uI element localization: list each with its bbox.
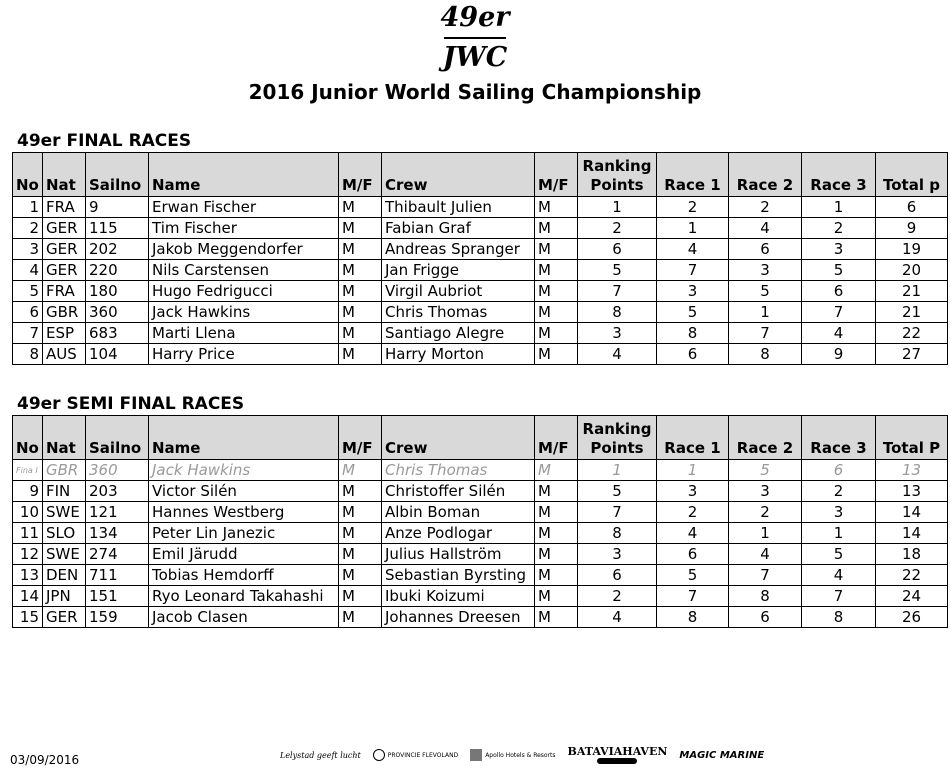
semi-table-body	[13, 460, 948, 628]
cell-total: 22	[876, 323, 948, 344]
cell-crew: Albin Boman	[382, 502, 535, 523]
cell-ranking: 3	[578, 544, 657, 565]
cell-total: 14	[876, 502, 948, 523]
cell-sailno: 274	[86, 544, 149, 565]
cell-ranking: 1	[578, 460, 657, 481]
col-no-header: No	[13, 416, 43, 460]
cell-crew: Harry Morton	[382, 344, 535, 365]
cell-crew: Julius Hallström	[382, 544, 535, 565]
cell-race2: 7	[729, 323, 802, 344]
cell-race1: 1	[657, 460, 729, 481]
cell-race1: 6	[657, 344, 729, 365]
table-row	[13, 565, 948, 586]
semi-final-races-heading: 49er SEMI FINAL RACES	[17, 394, 245, 414]
cell-sailno: 134	[86, 523, 149, 544]
cell-total: 6	[876, 197, 948, 218]
cell-race1: 6	[657, 544, 729, 565]
final-table-body	[13, 197, 948, 365]
col-total-header: Total P	[876, 416, 948, 460]
cell-sailno: 203	[86, 481, 149, 502]
sponsor-apollo	[470, 749, 555, 761]
cell-sailno: 159	[86, 607, 149, 628]
col-race2-header: Race 2	[729, 416, 802, 460]
semi-final-races-table	[12, 415, 948, 628]
table-row	[13, 302, 948, 323]
col-race1-header: Race 1	[657, 153, 729, 197]
semi-header-row	[13, 416, 948, 460]
cell-no: 9	[13, 481, 43, 502]
col-mf-header: M/F	[339, 416, 382, 460]
cell-crew-mf: M	[535, 607, 578, 628]
cell-race1: 4	[657, 239, 729, 260]
cell-race2: 7	[729, 565, 802, 586]
cell-mf: M	[339, 260, 382, 281]
cell-race2: 6	[729, 239, 802, 260]
final-races-table	[12, 152, 948, 365]
table-row	[13, 586, 948, 607]
cell-nat: DEN	[43, 565, 86, 586]
cell-no: 15	[13, 607, 43, 628]
cell-crew-mf: M	[535, 302, 578, 323]
cell-race1: 1	[657, 218, 729, 239]
final-races-heading: 49er FINAL RACES	[17, 131, 192, 151]
table-row	[13, 197, 948, 218]
cell-no: 8	[13, 344, 43, 365]
cell-ranking: 5	[578, 481, 657, 502]
cell-mf: M	[339, 523, 382, 544]
cell-no: 5	[13, 281, 43, 302]
cell-no: 3	[13, 239, 43, 260]
cell-crew-mf: M	[535, 260, 578, 281]
cell-crew-mf: M	[535, 502, 578, 523]
cell-ranking: 2	[578, 218, 657, 239]
col-crew-mf-header: M/F	[535, 153, 578, 197]
sponsor-magic-marine: MAGIC MARINE	[679, 749, 765, 761]
sponsor-bataviahaven	[568, 746, 668, 764]
col-name-header: Name	[149, 153, 339, 197]
table-row	[13, 323, 948, 344]
sponsor-flevoland	[373, 749, 458, 761]
cell-total: 18	[876, 544, 948, 565]
cell-total: 27	[876, 344, 948, 365]
cell-race3: 1	[802, 523, 876, 544]
cell-race3: 6	[802, 460, 876, 481]
cell-race1: 5	[657, 302, 729, 323]
table-row	[13, 281, 948, 302]
cell-mf: M	[339, 460, 382, 481]
cell-crew: Thibault Julien	[382, 197, 535, 218]
cell-race1: 3	[657, 281, 729, 302]
cell-race3: 3	[802, 239, 876, 260]
cell-sailno: 180	[86, 281, 149, 302]
cell-crew-mf: M	[535, 281, 578, 302]
cell-name: Jakob Meggendorfer	[149, 239, 339, 260]
cell-crew: Chris Thomas	[382, 302, 535, 323]
cell-sailno: 115	[86, 218, 149, 239]
cell-sailno: 151	[86, 586, 149, 607]
cell-crew: Jan Frigge	[382, 260, 535, 281]
cell-race2: 3	[729, 260, 802, 281]
cell-crew-mf: M	[535, 344, 578, 365]
cell-no: 11	[13, 523, 43, 544]
sponsor-apollo-label: Apollo Hotels & Resorts	[485, 751, 556, 759]
cell-mf: M	[339, 481, 382, 502]
table-row	[13, 523, 948, 544]
cell-race2: 6	[729, 607, 802, 628]
cell-ranking: 1	[578, 197, 657, 218]
cell-crew: Johannes Dreesen	[382, 607, 535, 628]
cell-race3: 9	[802, 344, 876, 365]
cell-nat: AUS	[43, 344, 86, 365]
cell-crew-mf: M	[535, 523, 578, 544]
cell-no: 14	[13, 586, 43, 607]
cell-nat: SWE	[43, 502, 86, 523]
logo-top-text: 49er	[440, 2, 510, 33]
cell-ranking: 6	[578, 565, 657, 586]
cell-nat: FRA	[43, 197, 86, 218]
cell-name: Erwan Fischer	[149, 197, 339, 218]
cell-name: Tobias Hemdorff	[149, 565, 339, 586]
logo-bottom-text: JWC	[442, 42, 508, 73]
cell-crew-mf: M	[535, 544, 578, 565]
apollo-emblem-icon	[470, 749, 482, 761]
cell-sailno: 104	[86, 344, 149, 365]
sponsor-flevoland-label: PROVINCIE FLEVOLAND	[387, 751, 459, 759]
table-row	[13, 607, 948, 628]
col-crew-header: Crew	[382, 153, 535, 197]
cell-race1: 3	[657, 481, 729, 502]
cell-nat: FRA	[43, 281, 86, 302]
cell-no: Fina l	[13, 460, 43, 481]
cell-name: Harry Price	[149, 344, 339, 365]
cell-race3: 8	[802, 607, 876, 628]
cell-name: Ryo Leonard Takahashi	[149, 586, 339, 607]
bataviahaven-emblem-icon	[597, 758, 637, 764]
table-row	[13, 218, 948, 239]
cell-name: Jack Hawkins	[149, 302, 339, 323]
cell-race3: 7	[802, 302, 876, 323]
sponsor-bataviahaven-label: BATAVIAHAVEN	[567, 745, 668, 758]
cell-crew: Christoffer Silén	[382, 481, 535, 502]
cell-race3: 4	[802, 323, 876, 344]
cell-total: 13	[876, 481, 948, 502]
cell-sailno: 711	[86, 565, 149, 586]
cell-name: Marti Llena	[149, 323, 339, 344]
cell-race2: 2	[729, 197, 802, 218]
cell-sailno: 121	[86, 502, 149, 523]
logo-rule	[444, 37, 506, 39]
cell-crew: Chris Thomas	[382, 460, 535, 481]
cell-total: 21	[876, 302, 948, 323]
cell-race3: 5	[802, 260, 876, 281]
cell-mf: M	[339, 323, 382, 344]
cell-race3: 5	[802, 544, 876, 565]
cell-ranking: 6	[578, 239, 657, 260]
cell-ranking: 8	[578, 302, 657, 323]
footer-date: 03/09/2016	[10, 753, 80, 767]
cell-mf: M	[339, 344, 382, 365]
col-crew-header: Crew	[382, 416, 535, 460]
cell-sailno: 202	[86, 239, 149, 260]
col-no-header: No	[13, 153, 43, 197]
sponsor-logos	[280, 740, 764, 770]
cell-race2: 5	[729, 460, 802, 481]
cell-race1: 7	[657, 260, 729, 281]
cell-no: 10	[13, 502, 43, 523]
cell-nat: GER	[43, 607, 86, 628]
cell-race2: 1	[729, 302, 802, 323]
cell-nat: GBR	[43, 302, 86, 323]
cell-mf: M	[339, 281, 382, 302]
cell-nat: GER	[43, 218, 86, 239]
table-row	[13, 344, 948, 365]
col-race2-header: Race 2	[729, 153, 802, 197]
cell-race2: 4	[729, 218, 802, 239]
cell-race1: 2	[657, 502, 729, 523]
cell-ranking: 3	[578, 323, 657, 344]
cell-sailno: 360	[86, 460, 149, 481]
cell-mf: M	[339, 586, 382, 607]
cell-ranking: 5	[578, 260, 657, 281]
flevoland-emblem-icon	[373, 749, 385, 761]
cell-race2: 2	[729, 502, 802, 523]
cell-name: Nils Carstensen	[149, 260, 339, 281]
cell-name: Hugo Fedrigucci	[149, 281, 339, 302]
cell-crew: Santiago Alegre	[382, 323, 535, 344]
cell-no: 1	[13, 197, 43, 218]
cell-nat: SWE	[43, 544, 86, 565]
cell-ranking: 7	[578, 281, 657, 302]
cell-race3: 4	[802, 565, 876, 586]
cell-sailno: 9	[86, 197, 149, 218]
event-logo	[0, 2, 950, 73]
cell-total: 19	[876, 239, 948, 260]
cell-total: 26	[876, 607, 948, 628]
cell-nat: ESP	[43, 323, 86, 344]
cell-nat: GER	[43, 260, 86, 281]
col-mf-header: M/F	[339, 153, 382, 197]
table-row	[13, 502, 948, 523]
cell-ranking: 7	[578, 502, 657, 523]
cell-mf: M	[339, 302, 382, 323]
cell-mf: M	[339, 565, 382, 586]
moved-to-final-row	[13, 460, 948, 481]
col-sailno-header: Sailno	[86, 153, 149, 197]
table-row	[13, 544, 948, 565]
col-ranking-header: Ranking Points	[578, 153, 657, 197]
col-ranking-header: Ranking Points	[578, 416, 657, 460]
cell-race1: 8	[657, 607, 729, 628]
cell-crew-mf: M	[535, 197, 578, 218]
cell-race3: 3	[802, 502, 876, 523]
cell-crew-mf: M	[535, 218, 578, 239]
cell-race2: 3	[729, 481, 802, 502]
cell-race2: 8	[729, 586, 802, 607]
cell-total: 13	[876, 460, 948, 481]
cell-sailno: 683	[86, 323, 149, 344]
sponsor-lelystad: Lelystad geeft lucht	[280, 750, 361, 760]
cell-mf: M	[339, 197, 382, 218]
col-crew-mf-header: M/F	[535, 416, 578, 460]
cell-mf: M	[339, 607, 382, 628]
cell-no: 7	[13, 323, 43, 344]
col-total-header: Total p	[876, 153, 948, 197]
cell-crew-mf: M	[535, 565, 578, 586]
col-nat-header: Nat	[43, 153, 86, 197]
cell-name: Peter Lin Janezic	[149, 523, 339, 544]
cell-ranking: 4	[578, 607, 657, 628]
cell-race2: 1	[729, 523, 802, 544]
cell-crew-mf: M	[535, 323, 578, 344]
cell-name: Hannes Westberg	[149, 502, 339, 523]
cell-no: 2	[13, 218, 43, 239]
cell-crew: Sebastian Byrsting	[382, 565, 535, 586]
cell-nat: JPN	[43, 586, 86, 607]
cell-no: 6	[13, 302, 43, 323]
cell-sailno: 360	[86, 302, 149, 323]
cell-no: 13	[13, 565, 43, 586]
cell-total: 21	[876, 281, 948, 302]
cell-mf: M	[339, 218, 382, 239]
cell-crew: Fabian Graf	[382, 218, 535, 239]
cell-crew: Ibuki Koizumi	[382, 586, 535, 607]
col-race3-header: Race 3	[802, 153, 876, 197]
cell-total: 14	[876, 523, 948, 544]
cell-race2: 8	[729, 344, 802, 365]
cell-mf: M	[339, 544, 382, 565]
cell-nat: GBR	[43, 460, 86, 481]
table-row	[13, 481, 948, 502]
cell-race1: 8	[657, 323, 729, 344]
cell-name: Emil Järudd	[149, 544, 339, 565]
col-sailno-header: Sailno	[86, 416, 149, 460]
cell-crew: Anze Podlogar	[382, 523, 535, 544]
cell-total: 22	[876, 565, 948, 586]
cell-crew: Andreas Spranger	[382, 239, 535, 260]
cell-nat: SLO	[43, 523, 86, 544]
cell-race3: 6	[802, 281, 876, 302]
cell-ranking: 8	[578, 523, 657, 544]
cell-total: 24	[876, 586, 948, 607]
col-race1-header: Race 1	[657, 416, 729, 460]
cell-crew-mf: M	[535, 239, 578, 260]
cell-race2: 5	[729, 281, 802, 302]
cell-race1: 7	[657, 586, 729, 607]
cell-crew-mf: M	[535, 460, 578, 481]
cell-race1: 2	[657, 197, 729, 218]
cell-ranking: 2	[578, 586, 657, 607]
cell-name: Jacob Clasen	[149, 607, 339, 628]
cell-crew-mf: M	[535, 586, 578, 607]
cell-ranking: 4	[578, 344, 657, 365]
col-nat-header: Nat	[43, 416, 86, 460]
cell-name: Victor Silén	[149, 481, 339, 502]
cell-nat: GER	[43, 239, 86, 260]
cell-mf: M	[339, 239, 382, 260]
cell-race2: 4	[729, 544, 802, 565]
cell-nat: FIN	[43, 481, 86, 502]
cell-race3: 2	[802, 481, 876, 502]
col-race3-header: Race 3	[802, 416, 876, 460]
cell-crew-mf: M	[535, 481, 578, 502]
cell-name: Tim Fischer	[149, 218, 339, 239]
col-name-header: Name	[149, 416, 339, 460]
table-row	[13, 239, 948, 260]
table-row	[13, 260, 948, 281]
cell-total: 9	[876, 218, 948, 239]
cell-total: 20	[876, 260, 948, 281]
cell-race3: 2	[802, 218, 876, 239]
final-header-row	[13, 153, 948, 197]
cell-race3: 1	[802, 197, 876, 218]
cell-race1: 4	[657, 523, 729, 544]
cell-name: Jack Hawkins	[149, 460, 339, 481]
cell-no: 12	[13, 544, 43, 565]
cell-race1: 5	[657, 565, 729, 586]
cell-sailno: 220	[86, 260, 149, 281]
page-title: 2016 Junior World Sailing Championship	[248, 80, 702, 104]
cell-crew: Virgil Aubriot	[382, 281, 535, 302]
cell-no: 4	[13, 260, 43, 281]
cell-race3: 7	[802, 586, 876, 607]
cell-mf: M	[339, 502, 382, 523]
